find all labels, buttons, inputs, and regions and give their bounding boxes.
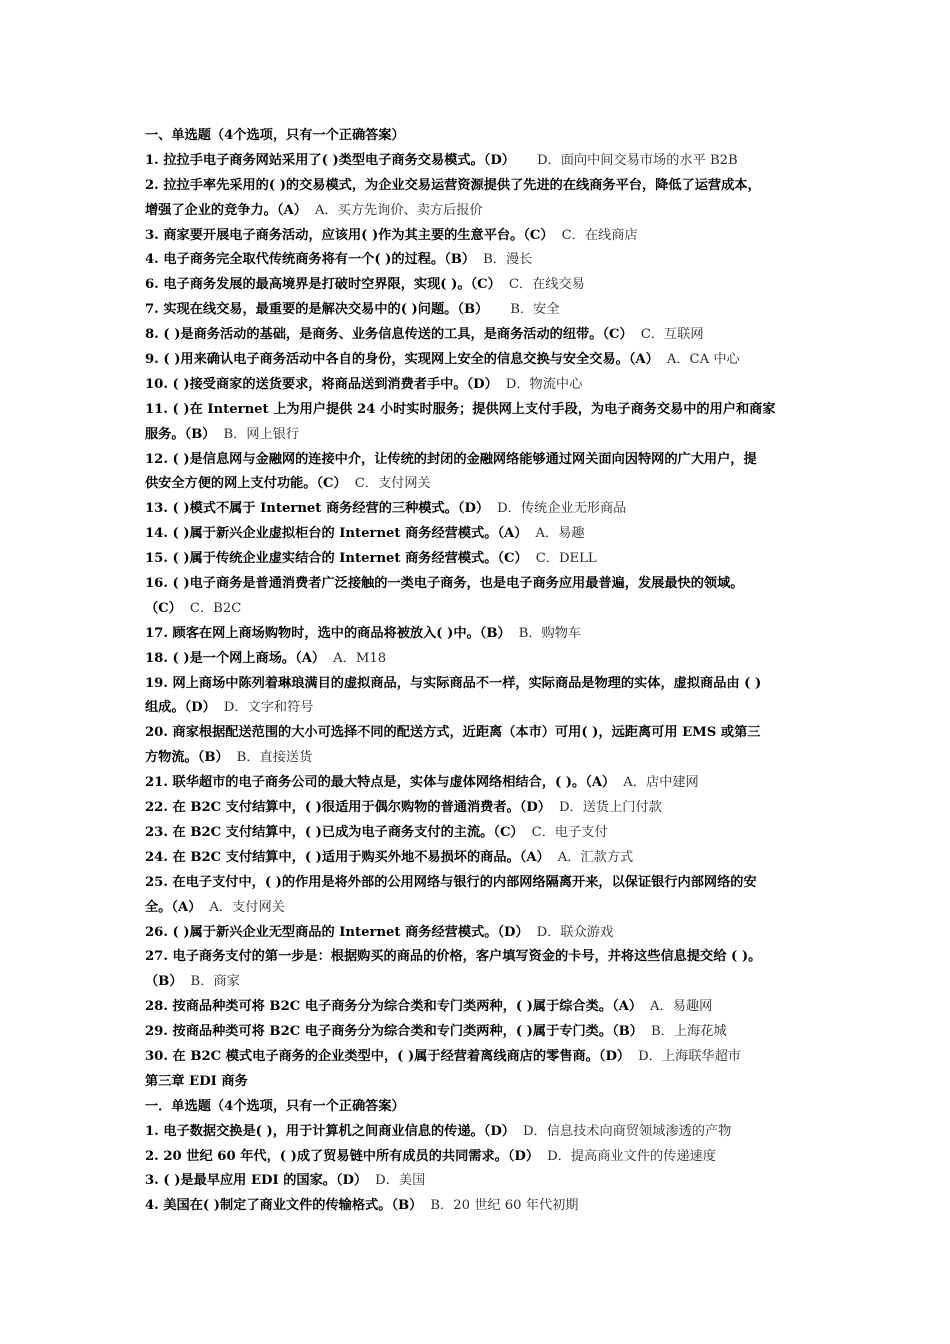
question-line [145,871,817,896]
question-text: 8. ( )是商务活动的基础，是商务、业务信息传送的工具，是商务活动的纽带。（C） [145,327,633,343]
question-text: 13. ( )模式不属于 Internet 商务经营的三种模式。（D） [145,501,490,517]
question-text: 方物流。（B） [145,750,229,766]
answer-text: B．商家 [190,974,240,990]
answer-text: B．购物车 [518,625,582,641]
question-text: 6. 电子商务发展的最高境界是打破时空界限，实现( )。（C） [145,277,501,293]
answer-text: D．送货上门付款 [558,800,662,816]
question-line [145,1120,817,1145]
answer-text: A．M18 [333,650,387,666]
question-text: 2. 拉拉手率先采用的( )的交易模式，为企业交易运营资源提供了先进的在线商务平台，降低了运营成本， [145,177,761,193]
question-text: 20. 商家根据配送范围的大小可选择不同的配送方式，近距离（本市）可用( )，远距离可用 EMS 或第三 [145,725,761,741]
question-text: 14. ( )属于新兴企业虚拟柜台的 Internet 商务经营模式。（A） [145,526,528,542]
question-text: 4. 美国在( )制定了商业文件的传输格式。（B） [145,1198,423,1214]
document-page [145,124,817,1219]
answer-text: D．联众游戏 [536,924,614,940]
answer-text: B．网上银行 [223,426,300,442]
question-text: 供安全方便的网上支付功能。（C） [145,476,347,492]
answer-text: A．易趣网 [650,999,713,1015]
answer-text: C．支付网关 [354,476,431,492]
question-line [145,945,817,970]
question-line [145,1045,817,1070]
question-text: 3. ( )是最早应用 EDI 的国家。（D） [145,1173,368,1189]
question-line [145,248,817,273]
question-line [145,1169,817,1194]
answer-text: C．B2C [189,600,242,616]
question-line [145,771,817,796]
question-line [145,1194,817,1219]
question-line [145,547,817,572]
question-text: 21. 联华超市的电子商务公司的最大特点是，实体与虚体网络相结合，( )。（A） [145,775,616,791]
answer-text: A．汇款方式 [557,849,634,865]
question-line [145,522,817,547]
question-line [145,497,817,522]
question-text: 25. 在电子支付中，( )的作用是将外部的公用网络与银行的内部网络隔离开来，以保证银行内部网络的安 [145,874,757,890]
question-text: 服务。（B） [145,426,216,442]
question-line [145,1020,817,1045]
answer-text: C．在线交易 [508,277,585,293]
question-line [145,896,817,921]
question-text: 7. 实现在线交易，最重要的是解决交易中的( )问题。（B） [145,302,489,318]
question-line [145,746,817,771]
answer-text: B．漫长 [483,252,533,268]
question-text: 11. ( )在 Internet 上为用户提供 24 小时实时服务；提供网上支付手段，为电子商务交易中的用户和商家 [145,401,776,417]
question-line [145,721,817,746]
question-text: （C） [145,600,182,616]
question-text: 组成。（D） [145,700,216,716]
question-line [145,323,817,348]
question-text: 12. ( )是信息网与金融网的连接中介，让传统的封闭的金融网络能够通过网关面向因特网的广大用户，提 [145,451,757,467]
question-text: 19. 网上商场中陈列着琳琅满目的虚拟商品，与实际商品不一样，实际商品是物理的实体，虚拟商品由 ( ) [145,675,762,691]
answer-text: A．易趣 [535,526,585,542]
question-text: 1. 拉拉手电子商务网站采用了( )类型电子商务交易模式。（D） [145,152,515,168]
answer-text: C．DELL [535,551,597,567]
answer-text: A．CA 中心 [666,352,740,368]
question-line [145,298,817,323]
answer-text: D．上海联华超市 [638,1048,741,1064]
question-line [145,846,817,871]
question-line [145,373,817,398]
answer-text: B．直接送货 [236,750,313,766]
question-text: 26. ( )属于新兴企业无型商品的 Internet 商务经营模式。（D） [145,924,529,940]
answer-text: C．在线商店 [561,227,638,243]
question-line [145,970,817,995]
question-text: （B） [145,974,183,990]
question-line [145,622,817,647]
answer-text: D．面向中间交易市场的水平 B2B [536,152,738,168]
answer-text: D．提高商业文件的传递速度 [547,1148,716,1164]
question-line [145,348,817,373]
question-text: 全。（A） [145,899,202,915]
question-line [145,199,817,224]
question-text: 22. 在 B2C 支付结算中，( )很适用于偶尔购物的普通消费者。（D） [145,800,551,816]
answer-text: C．电子支付 [531,824,608,840]
question-line [145,647,817,672]
question-text: 3. 商家要开展电子商务活动，应该用( )作为其主要的生意平台。（C） [145,227,554,243]
answer-text: D．美国 [375,1173,426,1189]
question-text: 10. ( )接受商家的送货要求，将商品送到消费者手中。（D） [145,376,498,392]
question-text: 24. 在 B2C 支付结算中，( )适用于购买外地不易损坏的商品。（A） [145,849,550,865]
question-line [145,572,817,597]
question-text: 4. 电子商务完全取代传统商务将有一个( )的过程。（B） [145,252,476,268]
answer-text: B．20 世纪 60 年代初期 [430,1198,579,1214]
answer-text: D．物流中心 [505,376,583,392]
answer-text: B．上海花城 [650,1024,727,1040]
question-line [145,398,817,423]
question-line [145,821,817,846]
question-line [145,423,817,448]
answer-text: D．文字和符号 [223,700,314,716]
answer-text: A．店中建网 [623,775,699,791]
question-text: 9. ( )用来确认电子商务活动中各自的身份，实现网上安全的信息交换与安全交易。（A） [145,352,659,368]
question-text: 增强了企业的竞争力。（A） [145,202,307,218]
chapter-title: 第三章 EDI 商务 [145,1073,248,1089]
question-text: 28. 按商品种类可将 B2C 电子商务分为综合类和专门类两种，( )属于综合类。（A） [145,999,643,1015]
question-line [145,224,817,249]
question-line [145,472,817,497]
question-line [145,1145,817,1170]
question-line [145,273,817,298]
question-list-2 [145,1120,817,1220]
question-line [145,796,817,821]
question-line [145,597,817,622]
answer-text: A．支付网关 [209,899,285,915]
question-line [145,174,817,199]
question-text: 27. 电子商务支付的第一步是：根据购买的商品的价格，客户填写资金的卡号，并将这些信息提交给 ( )。 [145,949,762,965]
section-heading-2: 一．单选题（4个选项，只有一个正确答案） [145,1098,405,1114]
question-text: 2. 20 世纪 60 年代，( )成了贸易链中所有成员的共同需求。（D） [145,1148,540,1164]
question-text: 15. ( )属于传统企业虚实结合的 Internet 商务经营模式。（C） [145,551,528,567]
answer-text: D．传统企业无形商品 [497,501,627,517]
answer-text: D．信息技术向商贸领域渗透的产物 [522,1123,732,1139]
question-text: 1. 电子数据交换是( )，用于计算机之间商业信息的传递。（D） [145,1123,515,1139]
question-text: 17. 顾客在网上商场购物时，选中的商品将被放入( )中。（B） [145,625,511,641]
question-line [145,448,817,473]
question-line [145,921,817,946]
question-text: 18. ( )是一个网上商场。（A） [145,650,326,666]
answer-text: A．买方先询价、卖方后报价 [314,202,483,218]
question-text: 23. 在 B2C 支付结算中，( )已成为电子商务支付的主流。（C） [145,824,524,840]
question-list [145,149,817,1070]
question-text: 30. 在 B2C 模式电子商务的企业类型中，( )属于经营着离线商店的零售商。（D） [145,1048,631,1064]
section-heading: 一、单选题（4个选项，只有一个正确答案） [145,128,405,143]
answer-text: B．安全 [510,302,560,318]
question-line [145,149,817,174]
question-text: 29. 按商品种类可将 B2C 电子商务分为综合类和专门类两种，( )属于专门类。（B） [145,1024,643,1040]
question-line [145,696,817,721]
question-line [145,672,817,697]
question-line [145,995,817,1020]
question-text: 16. ( )电子商务是普通消费者广泛接触的一类电子商务，也是电子商务应用最普遍，发展最快的领域。 [145,576,744,592]
answer-text: C．互联网 [640,327,704,343]
